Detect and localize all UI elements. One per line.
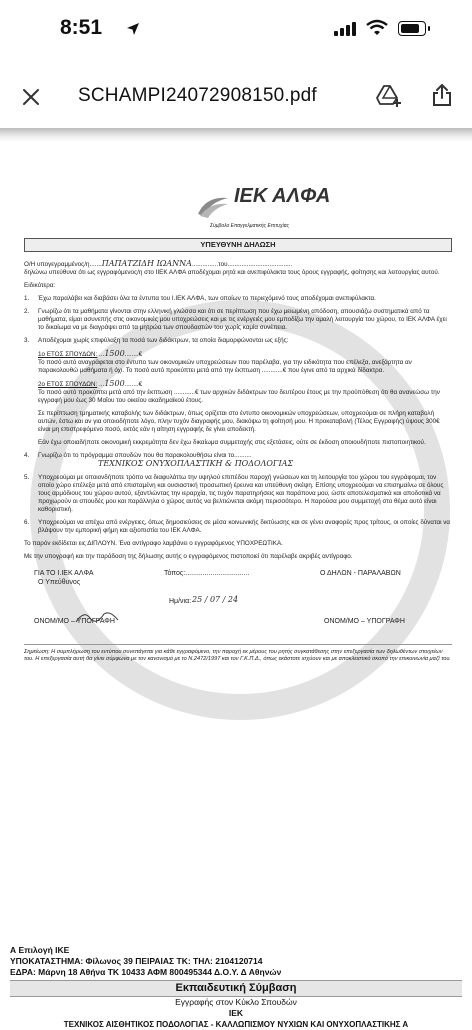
year-2-amount: 1500 [104, 379, 125, 388]
signature-text: Με την υπογραφή και την παράδοση της δήλωσης αυτής ο εγγραφόμενος πιστοποιεί ότι παρέλαβε ακριβές αντίγραφο. [24, 553, 353, 560]
signature-area: ΓΙΑ ΤΟ Ι.ΙΕΚ ΑΛΦΑ Ο Υπεύθυνος Τόπος:................................. Ο ΔΗΛΩΝ - ΠΑΡΑΛΑΒΩΝ Ημ/νια: 25 / 07 / 24 ΟΝΟΜ/ΜΟ – ΥΠΟΓΡΑΦΗ ΟΝΟΜ/ΜΟ – ΥΠΟΓΡΑΦΗ [34, 570, 405, 625]
cellular-signal-icon [334, 22, 358, 36]
declaration-document [24, 185, 452, 663]
year-1-amount: 1500 [104, 349, 125, 358]
logo [24, 185, 452, 234]
duplicate-text: Το παρόν εκδίδεται εις ΔΙΠΛΟΥΝ. Ένα αντίγραφο λαμβάνει ο εγγραφόμενος ΥΠΟΧΡΕΩΤΙΚΑ. [24, 540, 283, 547]
logo-text: ΙΕΚ ΑΛΦΑ [234, 185, 331, 207]
declarant-name: ΠΑΠΑΤΖΙΔΗ ΙΩΑΝΝΑ [101, 259, 192, 268]
year-2-block: 2ο ΕΤΟΣ ΣΠΟΥΔΩΝ: ...1500........€ Το ποσό αυτό προκύπτει μετά από την έκπτωση ............€ των αρχικών διδάκτρων του δευτέρου έτους με την προϋπόθεση ότι θα ανανεώσω την εγγραφή μου έως 30 Μαΐου του οικείου ακαδημαϊκού έτους. [38, 379, 440, 404]
item-2: 2. Γνωρίζω ότι τα μαθήματα γίνονται στην ελληνική γλώσσα και ότι σε περίπτωση που έχω μειωμένη απόδοση, απουσιάζω συστηματικά από τα μαθήματα, είμαι ασυνεπής στις οικονομικές μου υποχρεώσεις και με τις ενέργειές μου εμποδίζω την ομαλή λειτουργία του χώρου, το ΙΕΚ ΑΛΦΑ έχει το δικαίωμα να με διαγράψει από τα μητρώα των σπουδαστών του χωρίς καμία συνέπεια. [24, 308, 447, 331]
program-name: ΤΕΧΝΙΚΟΣ ΟΝΥΧΟΠΛΑΣΤΙΚΗ & ΠΟΔΟΛΟΓΙΑΣ [98, 459, 294, 468]
document-heading: ΥΠΕΥΘΥΝΗ ΔΗΛΩΣΗ [24, 238, 452, 252]
item-1: 1. Έχω παραλάβει και διαβάσει όλα τα έντυπα του Ι.ΙΕΚ ΑΛΦΑ, των οποίων το περιεχόμενό τους αποδέχομαι ανεπιφύλακτα. [24, 295, 376, 302]
item-4: 4. Γνωρίζω ότι το πρόγραμμα σπουδών που θα παρακολουθήσω είναι το.......... ΤΕΧΝΙΚΟΣ ΟΝΥΧΟΠΛΑΣΤΙΚΗ & ΠΟΔΟΛΟΓΙΑΣ [24, 452, 294, 468]
year-1-block: 1ο ΕΤΟΣ ΣΠΟΥΔΩΝ: ...1500........€ Το ποσό αυτό αναγράφεται στο έντυπο των οικονομικών υποχρεώσεων που παρέλαβα, για την ειδικότητα που επέλεξα, ανεξάρτητα αν παρακολουθώ μαθήματα ή όχι. Το ποσό αυτό προκύπτει μετά από την έκπτωση ............€ που έγινε από τα αρχικά δίδακτρα. [38, 349, 412, 374]
share-icon [432, 83, 452, 107]
file-name: SCHAMPI24072908150.pdf [78, 85, 317, 106]
toolbar-shadow [0, 128, 472, 142]
specifically-label: Ειδικότερα: [24, 282, 56, 289]
item-6: 6. Υποχρεούμαι να απέχω από ενέργειες, όπως δημοσιεύσεις σε μέσα κοινωνικής δικτύωσης και σε γένει αναφορές προς τρίτους, οι οποίες δύναται να βλάψουν την εμπορική φήμη και αξιοπιστία του ΙΕΚ ΑΛΦΑ. [24, 519, 451, 534]
drive-add-icon [376, 84, 402, 108]
close-button[interactable] [14, 80, 48, 114]
location-arrow-icon [126, 22, 140, 36]
pending-text: Εάν έχω οποιαδήποτε οικονομική εκκρεμότητα δεν έχω δικαίωμα συμμετοχής στις εξετάσεις, ούτε σε έκδοση οποιουδήποτε πιστοποιητικού. [38, 439, 426, 446]
battery-icon [398, 21, 426, 36]
status-bar [0, 0, 472, 62]
program-title: ΤΕΧΝΙΚΟΣ ΑΙΣΘΗΤΙΚΟΣ ΠΟΔΟΛΟΓΙΑΣ - ΚΑΛΛΩΠΙΣΜΟΥ ΝΥΧΙΩΝ ΚΑΙ ΟΝΥΧΟΠΛΑΣΤΙΚΗΣ Α [63, 1020, 409, 1029]
next-page-header: Α Επιλογή ΙΚΕ ΥΠΟΚΑΤΑΣΤΗΜΑ: Φίλωνος 39 ΠΕΙΡΑΙΑΣ ΤΚ: ΤΗΛ: 2104120714 ΕΔΡΑ: Μάρνη 18 Αθήνα ΤΚ 10433 ΑΦΜ 800495344 Δ.Ο.Υ. Δ Αθηνών Εκπαιδευτική Σύμβαση Εγγραφής στον Κύκλο Σπουδών ΙΕΚ ΤΕΧΝΙΚΟΣ ΑΙΣΘΗΤΙΚΟΣ ΠΟΔΟΛΟΓΙΑΣ - ΚΑΛΛΩΠΙΣΜΟΥ ΝΥΧΙΩΝ ΚΑΙ ΟΝΥΧΟΠΛΑΣΤΙΚΗΣ Α [10, 945, 462, 1030]
contract-title: Εκπαιδευτική Σύμβαση [10, 980, 462, 997]
wifi-icon [366, 20, 388, 36]
declarant-line: Ο/Η υπογεγραμμένος/η.......ΠΑΠΑΤΖΙΔΗ ΙΩΑΝΝΑ...............του..................................... δηλώνω υπεύθυνα ότι ως εγγραφόμενος/η στο ΙΙΕΚ ΑΛΦΑ αποδέχομαι ρητά και ανεπιφύλακτα τους όρους εγγραφής, φοίτησης και λειτουργίας αυτού. [24, 259, 440, 276]
close-icon [22, 88, 40, 106]
handwritten-signature-icon [74, 608, 120, 626]
item-3: 3. Αποδέχομαι χωρίς επιφύλαξη τα ποσά των διδάκτρων, τα οποία διαμορφώνονται ως εξής: [24, 337, 289, 344]
intro-text: δηλώνω υπεύθυνα ότι ως εγγραφόμενος/η στο ΙΙΕΚ ΑΛΦΑ αποδέχομαι ρητά και ανεπιφύλακτα τους όρους εγγραφής, φοίτησης και λειτουργίας αυτού. [24, 269, 440, 276]
logo-slogan: Σύμβολο Επαγγελματικής Επιτυχίας [210, 223, 290, 229]
iek-swoosh-icon [196, 194, 230, 218]
date-value: 25 / 07 / 24 [192, 595, 239, 604]
item-5: 5. Υποχρεούμαι με οποιονδήποτε τρόπο να διαφυλάττω την υψηλού επιπέδου παροχή γνώσεων και τη λειτουργία του χώρου του εγγράφομαι, τον οποίο χώρο επέλεξα μετά από επισταμένη και ουσιαστική προσωπική έρευνα και υπεύθυνη σκέψη. Επίσης υποχρεούμαι να επισημαίνω σε όλους τους αρμόδιους του χώρου αυτού, εξαντλώντας την ιεραρχία, τις τυχόν παρατηρήσεις και παράπονα μου, ώστε αποτελεσματικά και αποδοτικά να προχωρούν οι σπουδές μου και παράλληλα ο χώρος αυτός να βελτιώνεται ακόμη περισσότερο. Η παρούσα μου συμμετοχή στο θέμα αυτό είναι καθοριστική. [24, 474, 444, 513]
clock: 8:51 [60, 16, 103, 39]
add-to-drive-button[interactable] [372, 79, 406, 113]
installments-text: Σε περίπτωση τμηματικής καταβολής των διδάκτρων, όπως ορίζεται στο έντυπο οικονομικών υποχρεώσεων, υποχρεούμαι σε πλήρη καταβολή αυτών, έστω και αν για οποιοδήποτε λόγο, πλην τυχόν διαγραφής μου, διακόψω τη φοίτησή μου. Η προκαταβολή (Τέλος Εγγραφής) ύψους 300€ είναι μη επιστρεφόμενο ποσό, εκτός εάν η αίτηση εγγραφής δε γίνει αποδεκτή. [38, 410, 440, 433]
privacy-note: Σημείωση: Η συμπλήρωση του εντύπου συνεπάγεται για κάθε εγγραφόμενο, την παροχή εκ μέρους του ρητής συγκατάθεσης στην επεξεργασία των δηλωθέντων στοιχείων του. Η επεξεργασία αυτή θα γίνει σύμφωνα με τον κανονισμό με το Ν.2472/1997 και τον Γ.Κ.Π.Δ., όπως εκάστοτε ισχύουν και με αποκλειστικό σκοπό την επικοινωνία μαζί του. [24, 644, 452, 663]
pdf-viewer-toolbar [0, 64, 472, 128]
pdf-page[interactable] [0, 150, 472, 1029]
share-button[interactable] [425, 78, 459, 112]
